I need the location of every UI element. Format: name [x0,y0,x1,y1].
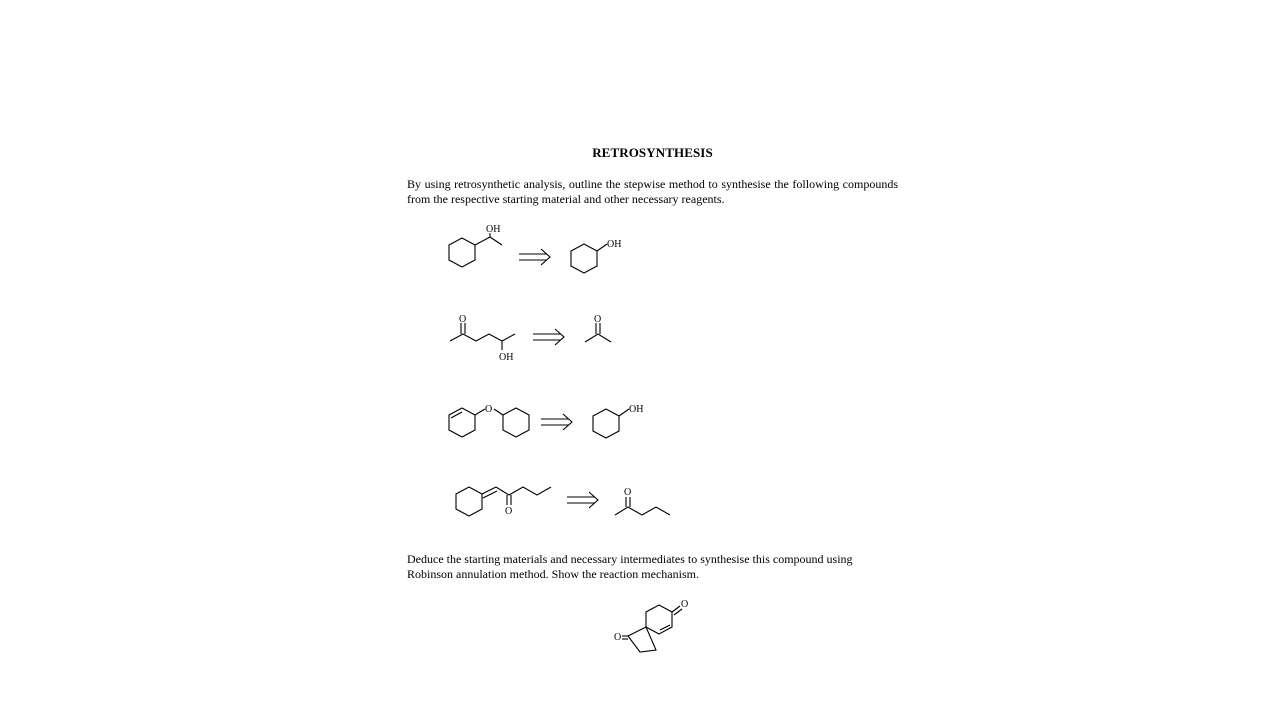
row1-sm-oh-label: OH [607,239,622,250]
row1-starting-material-structure [571,239,621,273]
row2-retro-arrow [533,329,564,345]
row4-retro-arrow [567,492,598,508]
question-1-text: By using retrosynthetic analysis, outline the stepwise method to synthesise the following compounds from the respective starting material and other necessary reagents. [407,177,898,206]
row2-o-label: O [459,314,467,325]
page-title: RETROSYNTHESIS [592,145,713,160]
row3-product-structure [449,404,529,437]
row4-product-structure [456,487,551,517]
row2-starting-material-structure [585,314,611,342]
row2-sm-o-label: O [594,314,602,325]
row3-sm-oh-label: OH [629,404,644,415]
row4-sm-o-label: O [624,487,632,498]
row1-oh-label: OH [486,224,501,235]
row3-retro-arrow [541,414,572,430]
row4-o-label: O [505,506,513,517]
question-2-text: Deduce the starting materials and necessary intermediates to synthesise this compound using Robinson annulation method. Show the reaction mechanism. [407,552,853,581]
row3-ether-o-label: O [485,404,493,415]
row1-retro-arrow [519,249,550,265]
robinson-target-structure [614,599,688,652]
robinson-cyclopentanone-o-label: O [614,632,622,643]
row2-oh-label: OH [499,352,514,363]
row2-product-structure [450,314,515,363]
row4-starting-material-structure [615,487,670,515]
robinson-ketone-o-label: O [681,599,689,610]
row3-starting-material-structure [593,404,643,438]
row1-product-structure [449,224,502,267]
